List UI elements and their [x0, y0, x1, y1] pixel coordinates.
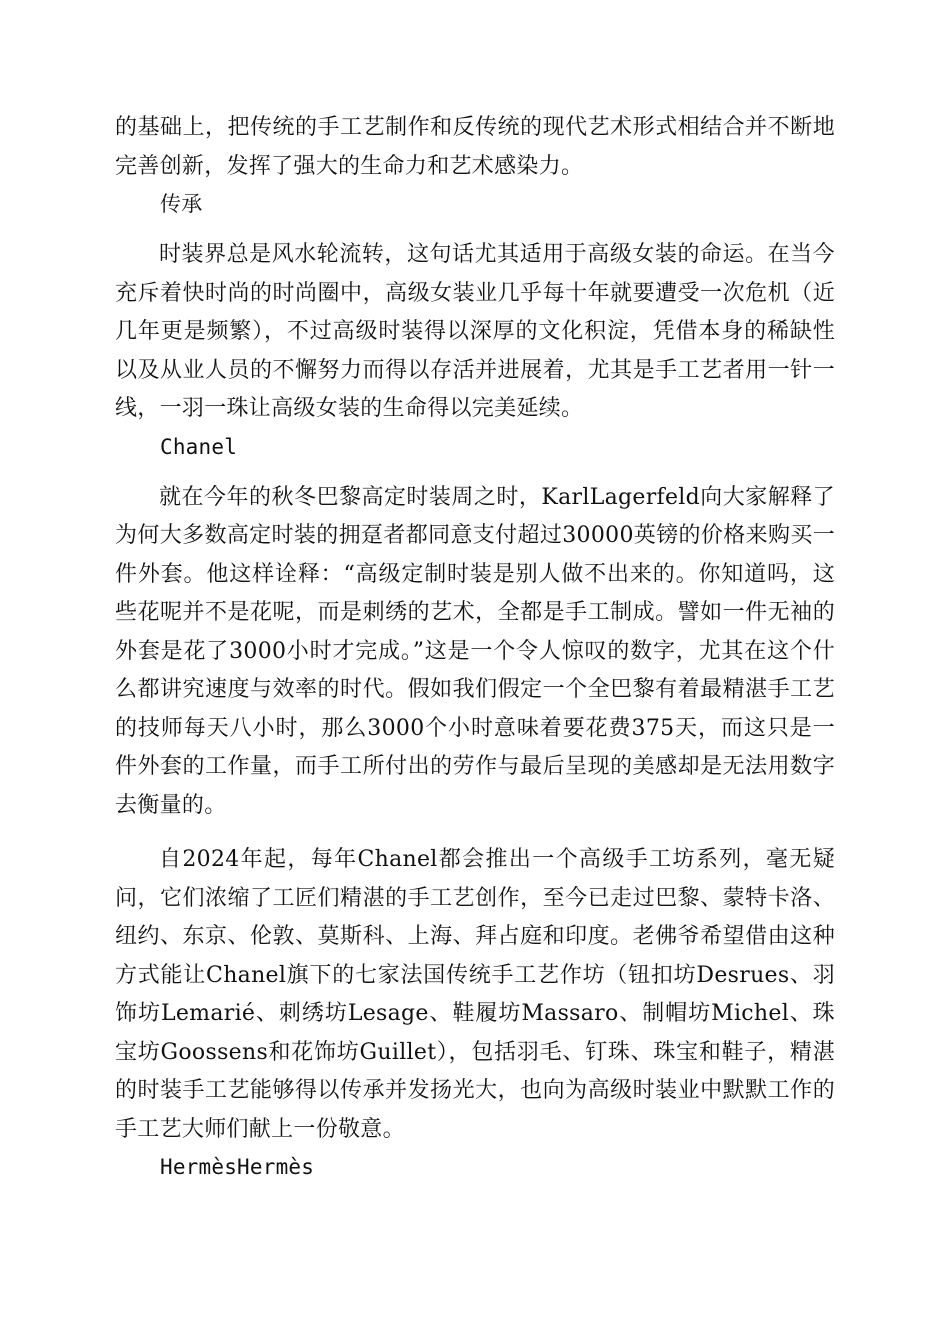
paragraph-haute-couture-fate: 时装界总是风水轮流转，这句话尤其适用于高级女装的命运。在当今充斥着快时尚的时尚圈中，高级女装业几乎每十年就要遭受一次危机（近几年更是频繁），不过高级时装得以深厚的文化积淀，凭借本身的稀缺性以及从业人员的不懈努力而得以存活并进展着，尤其是手工艺者用一针一线，一羽一珠让高级女装的生命得以完美延续。 — [115, 242, 835, 421]
section-heading-hermes: HermèsHermès — [160, 1155, 315, 1179]
section-heading-inheritance: 传承 — [160, 192, 203, 216]
paragraph-karl-lagerfeld: 就在今年的秋冬巴黎高定时装周之时，KarlLagerfeld向大家解释了为何大多数高定时装的拥趸者都同意支付超过30000英镑的价格来购买一件外套。他这样诠释：“高级定制时装是别人做不出来的。你知道吗，这些花呢并不是花呢，而是刺绣的艺术，全都是手工制成。譬如一件无袖的外套是花了3000小时才完成。”这是一个令人惊叹的数字，尤其在这个什么都讲究速度与效率的时代。假如我们假定一个全巴黎有着最精湛手工艺的技师每天八小时，那么3000个小时意味着要花费375天，而这只是一件外套的工作量，而手工所付出的劳作与最后呈现的美感却是无法用数字去衡量的。 — [115, 484, 835, 818]
paragraph-metiers-d-art: 自2024年起，每年Chanel都会推出一个高级手工坊系列，毫无疑问，它们浓缩了工匠们精湛的手工艺创作，至今已走过巴黎、蒙特卡洛、纽约、东京、伦敦、莫斯科、上海、拜占庭和印度。老佛爷希望借由这种方式能让Chanel旗下的七家法国传统手工艺作坊（钮扣坊Desrues、羽饰坊Lemarié、刺绣坊Lesage、鞋履坊Massaro、制帽坊Michel、珠宝坊Goossens和花饰坊Guillet），包括羽毛、钉珠、珠宝和鞋子，精湛的时装手工艺能够得以传承并发扬光大，也向为高级时装业中默默工作的手工艺大师们献上一份敬意。 — [115, 847, 835, 1142]
section-heading-chanel: Chanel — [160, 434, 238, 459]
paragraph-continuation: 的基础上，把传统的手工艺制作和反传统的现代艺术形式相结合并不断地完善创新，发挥了强大的生命力和艺术感染力。 — [115, 115, 835, 179]
